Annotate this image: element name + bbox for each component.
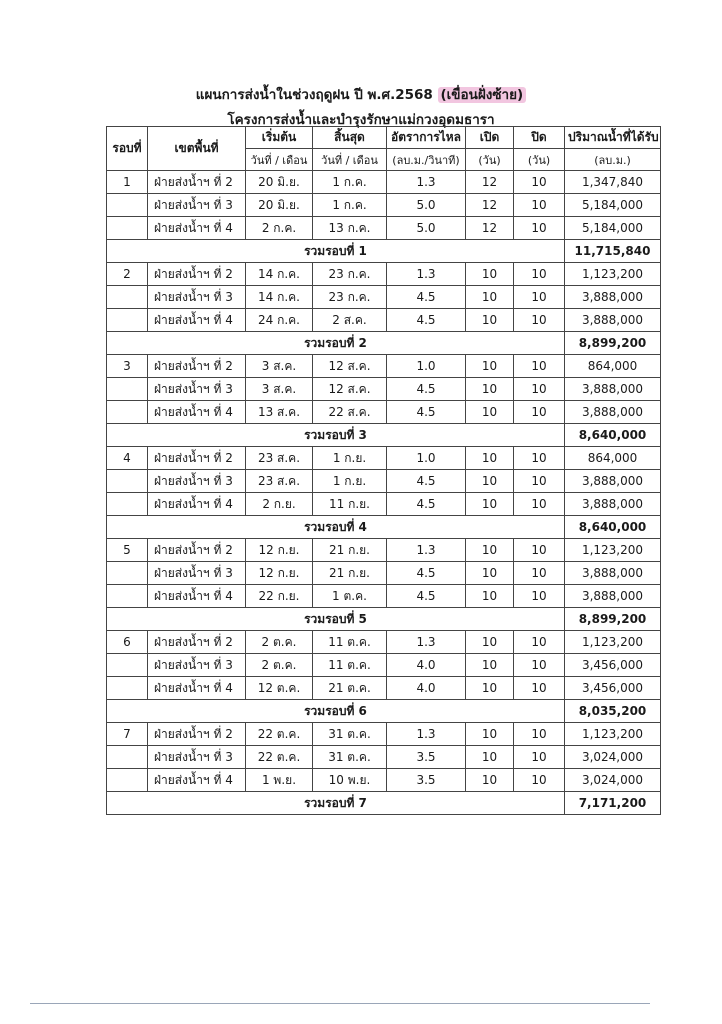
round-total-row [107, 700, 661, 723]
round-total-label: รวมรอบที่ 3 [107, 424, 565, 447]
table-row [107, 401, 661, 424]
open-cell: 10 [466, 493, 514, 516]
document-title [0, 83, 722, 105]
flow-cell: 1.0 [387, 355, 466, 378]
open-cell: 10 [466, 631, 514, 654]
header-end: สิ้นสุด [313, 127, 387, 149]
table-row [107, 585, 661, 608]
end-cell: 31 ต.ค. [313, 723, 387, 746]
start-cell: 3 ส.ค. [246, 355, 313, 378]
header-end-sub: วันที่ / เดือน [313, 149, 387, 171]
round-total-value: 8,899,200 [565, 608, 661, 631]
flow-cell: 4.5 [387, 562, 466, 585]
round-number-cell [107, 562, 148, 585]
end-cell: 1 ก.ย. [313, 447, 387, 470]
end-cell: 1 ก.ค. [313, 171, 387, 194]
volume-cell: 3,888,000 [565, 493, 661, 516]
start-cell: 14 ก.ค. [246, 286, 313, 309]
zone-cell: ฝ่ายส่งน้ำฯ ที่ 2 [148, 355, 246, 378]
end-cell: 1 ก.ค. [313, 194, 387, 217]
end-cell: 23 ก.ค. [313, 263, 387, 286]
round-number-cell: 5 [107, 539, 148, 562]
round-number-cell [107, 585, 148, 608]
volume-cell: 3,888,000 [565, 585, 661, 608]
flow-cell: 4.0 [387, 677, 466, 700]
zone-cell: ฝ่ายส่งน้ำฯ ที่ 3 [148, 562, 246, 585]
zone-cell: ฝ่ายส่งน้ำฯ ที่ 4 [148, 493, 246, 516]
end-cell: 21 ก.ย. [313, 539, 387, 562]
table-header [107, 127, 661, 171]
volume-cell: 3,888,000 [565, 401, 661, 424]
round-total-value: 8,640,000 [565, 424, 661, 447]
end-cell: 22 ส.ค. [313, 401, 387, 424]
table-row [107, 171, 661, 194]
zone-cell: ฝ่ายส่งน้ำฯ ที่ 3 [148, 286, 246, 309]
page-divider [30, 1003, 650, 1004]
volume-cell: 3,888,000 [565, 309, 661, 332]
round-total-row [107, 332, 661, 355]
header-start: เริ่มต้น [246, 127, 313, 149]
volume-cell: 3,024,000 [565, 746, 661, 769]
title-highlight: (เขื่อนฝั่งซ้าย) [438, 87, 527, 103]
open-cell: 10 [466, 746, 514, 769]
round-total-row [107, 240, 661, 263]
table-body [107, 171, 661, 815]
table-row [107, 677, 661, 700]
open-cell: 10 [466, 470, 514, 493]
flow-cell: 4.5 [387, 401, 466, 424]
zone-cell: ฝ่ายส่งน้ำฯ ที่ 2 [148, 539, 246, 562]
close-cell: 10 [514, 378, 565, 401]
open-cell: 12 [466, 217, 514, 240]
start-cell: 2 ก.ค. [246, 217, 313, 240]
flow-cell: 4.5 [387, 493, 466, 516]
round-number-cell [107, 194, 148, 217]
round-number-cell [107, 470, 148, 493]
start-cell: 23 ส.ค. [246, 447, 313, 470]
close-cell: 10 [514, 447, 565, 470]
end-cell: 2 ส.ค. [313, 309, 387, 332]
volume-cell: 5,184,000 [565, 217, 661, 240]
open-cell: 10 [466, 723, 514, 746]
round-total-label: รวมรอบที่ 6 [107, 700, 565, 723]
round-number-cell [107, 654, 148, 677]
open-cell: 10 [466, 401, 514, 424]
zone-cell: ฝ่ายส่งน้ำฯ ที่ 4 [148, 309, 246, 332]
flow-cell: 4.5 [387, 470, 466, 493]
volume-cell: 1,347,840 [565, 171, 661, 194]
zone-cell: ฝ่ายส่งน้ำฯ ที่ 3 [148, 470, 246, 493]
end-cell: 21 ต.ค. [313, 677, 387, 700]
start-cell: 14 ก.ค. [246, 263, 313, 286]
table-row [107, 217, 661, 240]
round-number-cell [107, 217, 148, 240]
round-total-row [107, 792, 661, 815]
header-start-sub: วันที่ / เดือน [246, 149, 313, 171]
end-cell: 13 ก.ค. [313, 217, 387, 240]
round-total-row [107, 516, 661, 539]
table-row [107, 654, 661, 677]
round-number-cell [107, 309, 148, 332]
zone-cell: ฝ่ายส่งน้ำฯ ที่ 4 [148, 401, 246, 424]
round-number-cell [107, 286, 148, 309]
round-number-cell [107, 746, 148, 769]
open-cell: 12 [466, 194, 514, 217]
volume-cell: 5,184,000 [565, 194, 661, 217]
close-cell: 10 [514, 355, 565, 378]
start-cell: 22 ก.ย. [246, 585, 313, 608]
open-cell: 10 [466, 562, 514, 585]
close-cell: 10 [514, 286, 565, 309]
round-number-cell [107, 769, 148, 792]
flow-cell: 5.0 [387, 194, 466, 217]
close-cell: 10 [514, 562, 565, 585]
open-cell: 10 [466, 654, 514, 677]
volume-cell: 1,123,200 [565, 539, 661, 562]
table-row [107, 286, 661, 309]
close-cell: 10 [514, 401, 565, 424]
end-cell: 11 ต.ค. [313, 631, 387, 654]
open-cell: 10 [466, 309, 514, 332]
close-cell: 10 [514, 746, 565, 769]
table-row [107, 631, 661, 654]
header-volume: ปริมาณน้ำที่ได้รับ [565, 127, 661, 149]
flow-cell: 4.5 [387, 309, 466, 332]
start-cell: 2 ต.ค. [246, 654, 313, 677]
volume-cell: 3,888,000 [565, 286, 661, 309]
title-main: แผนการส่งน้ำในช่วงฤดูฝน ปี พ.ศ.2568 [195, 87, 433, 103]
open-cell: 10 [466, 539, 514, 562]
zone-cell: ฝ่ายส่งน้ำฯ ที่ 4 [148, 217, 246, 240]
round-total-row [107, 608, 661, 631]
header-open-sub: (วัน) [466, 149, 514, 171]
flow-cell: 1.3 [387, 631, 466, 654]
volume-cell: 3,888,000 [565, 562, 661, 585]
start-cell: 22 ต.ค. [246, 746, 313, 769]
round-number-cell [107, 378, 148, 401]
start-cell: 24 ก.ค. [246, 309, 313, 332]
start-cell: 20 มิ.ย. [246, 171, 313, 194]
round-number-cell: 1 [107, 171, 148, 194]
open-cell: 10 [466, 263, 514, 286]
open-cell: 10 [466, 378, 514, 401]
close-cell: 10 [514, 769, 565, 792]
volume-cell: 3,456,000 [565, 677, 661, 700]
start-cell: 20 มิ.ย. [246, 194, 313, 217]
close-cell: 10 [514, 194, 565, 217]
round-total-value: 8,899,200 [565, 332, 661, 355]
round-number-cell [107, 401, 148, 424]
zone-cell: ฝ่ายส่งน้ำฯ ที่ 2 [148, 723, 246, 746]
open-cell: 10 [466, 286, 514, 309]
start-cell: 12 ต.ค. [246, 677, 313, 700]
close-cell: 10 [514, 654, 565, 677]
volume-cell: 864,000 [565, 355, 661, 378]
header-open: เปิด [466, 127, 514, 149]
close-cell: 10 [514, 677, 565, 700]
round-number-cell: 6 [107, 631, 148, 654]
start-cell: 23 ส.ค. [246, 470, 313, 493]
end-cell: 23 ก.ค. [313, 286, 387, 309]
volume-cell: 3,888,000 [565, 378, 661, 401]
header-zone: เขตพื้นที่ [148, 127, 246, 171]
end-cell: 21 ก.ย. [313, 562, 387, 585]
end-cell: 31 ต.ค. [313, 746, 387, 769]
round-number-cell: 2 [107, 263, 148, 286]
open-cell: 10 [466, 447, 514, 470]
flow-cell: 4.5 [387, 286, 466, 309]
start-cell: 13 ส.ค. [246, 401, 313, 424]
start-cell: 22 ต.ค. [246, 723, 313, 746]
flow-cell: 1.3 [387, 539, 466, 562]
zone-cell: ฝ่ายส่งน้ำฯ ที่ 2 [148, 171, 246, 194]
close-cell: 10 [514, 723, 565, 746]
volume-cell: 3,456,000 [565, 654, 661, 677]
round-total-value: 8,035,200 [565, 700, 661, 723]
volume-cell: 1,123,200 [565, 631, 661, 654]
round-total-value: 11,715,840 [565, 240, 661, 263]
zone-cell: ฝ่ายส่งน้ำฯ ที่ 4 [148, 677, 246, 700]
table-row [107, 355, 661, 378]
header-flow-sub: (ลบ.ม./วินาที) [387, 149, 466, 171]
end-cell: 11 ก.ย. [313, 493, 387, 516]
round-number-cell [107, 677, 148, 700]
close-cell: 10 [514, 585, 565, 608]
round-total-label: รวมรอบที่ 5 [107, 608, 565, 631]
table-row [107, 723, 661, 746]
start-cell: 12 ก.ย. [246, 539, 313, 562]
flow-cell: 4.0 [387, 654, 466, 677]
water-delivery-table [106, 126, 661, 815]
close-cell: 10 [514, 470, 565, 493]
round-total-label: รวมรอบที่ 7 [107, 792, 565, 815]
round-number-cell: 4 [107, 447, 148, 470]
table-row [107, 539, 661, 562]
start-cell: 2 ก.ย. [246, 493, 313, 516]
flow-cell: 3.5 [387, 769, 466, 792]
round-number-cell: 7 [107, 723, 148, 746]
zone-cell: ฝ่ายส่งน้ำฯ ที่ 4 [148, 769, 246, 792]
volume-cell: 3,024,000 [565, 769, 661, 792]
open-cell: 10 [466, 585, 514, 608]
table-row [107, 378, 661, 401]
flow-cell: 5.0 [387, 217, 466, 240]
close-cell: 10 [514, 631, 565, 654]
end-cell: 12 ส.ค. [313, 378, 387, 401]
header-round: รอบที่ [107, 127, 148, 171]
header-close-sub: (วัน) [514, 149, 565, 171]
header-close: ปิด [514, 127, 565, 149]
end-cell: 10 พ.ย. [313, 769, 387, 792]
end-cell: 12 ส.ค. [313, 355, 387, 378]
table-row [107, 470, 661, 493]
open-cell: 10 [466, 677, 514, 700]
table-row [107, 263, 661, 286]
table-row [107, 309, 661, 332]
close-cell: 10 [514, 309, 565, 332]
flow-cell: 4.5 [387, 378, 466, 401]
table-row [107, 493, 661, 516]
open-cell: 10 [466, 769, 514, 792]
table-row [107, 562, 661, 585]
start-cell: 12 ก.ย. [246, 562, 313, 585]
flow-cell: 4.5 [387, 585, 466, 608]
round-total-row [107, 424, 661, 447]
zone-cell: ฝ่ายส่งน้ำฯ ที่ 2 [148, 447, 246, 470]
volume-cell: 3,888,000 [565, 470, 661, 493]
header-volume-sub: (ลบ.ม.) [565, 149, 661, 171]
zone-cell: ฝ่ายส่งน้ำฯ ที่ 3 [148, 746, 246, 769]
document-subtitle: โครงการส่งน้ำและบำรุงรักษาแม่กวงอุดมธารา [227, 112, 495, 128]
open-cell: 10 [466, 355, 514, 378]
end-cell: 1 ต.ค. [313, 585, 387, 608]
zone-cell: ฝ่ายส่งน้ำฯ ที่ 3 [148, 654, 246, 677]
zone-cell: ฝ่ายส่งน้ำฯ ที่ 4 [148, 585, 246, 608]
volume-cell: 864,000 [565, 447, 661, 470]
close-cell: 10 [514, 217, 565, 240]
zone-cell: ฝ่ายส่งน้ำฯ ที่ 3 [148, 378, 246, 401]
close-cell: 10 [514, 493, 565, 516]
table-row [107, 447, 661, 470]
round-total-label: รวมรอบที่ 2 [107, 332, 565, 355]
open-cell: 12 [466, 171, 514, 194]
round-total-value: 7,171,200 [565, 792, 661, 815]
flow-cell: 1.3 [387, 171, 466, 194]
table-row [107, 769, 661, 792]
table-row [107, 746, 661, 769]
volume-cell: 1,123,200 [565, 263, 661, 286]
table-row [107, 194, 661, 217]
round-total-label: รวมรอบที่ 1 [107, 240, 565, 263]
round-number-cell: 3 [107, 355, 148, 378]
round-total-value: 8,640,000 [565, 516, 661, 539]
volume-cell: 1,123,200 [565, 723, 661, 746]
close-cell: 10 [514, 263, 565, 286]
start-cell: 3 ส.ค. [246, 378, 313, 401]
zone-cell: ฝ่ายส่งน้ำฯ ที่ 2 [148, 631, 246, 654]
close-cell: 10 [514, 539, 565, 562]
zone-cell: ฝ่ายส่งน้ำฯ ที่ 3 [148, 194, 246, 217]
start-cell: 2 ต.ค. [246, 631, 313, 654]
start-cell: 1 พ.ย. [246, 769, 313, 792]
end-cell: 1 ก.ย. [313, 470, 387, 493]
header-flow: อัตราการไหล [387, 127, 466, 149]
round-total-label: รวมรอบที่ 4 [107, 516, 565, 539]
flow-cell: 1.3 [387, 723, 466, 746]
end-cell: 11 ต.ค. [313, 654, 387, 677]
round-number-cell [107, 493, 148, 516]
close-cell: 10 [514, 171, 565, 194]
flow-cell: 3.5 [387, 746, 466, 769]
zone-cell: ฝ่ายส่งน้ำฯ ที่ 2 [148, 263, 246, 286]
flow-cell: 1.0 [387, 447, 466, 470]
flow-cell: 1.3 [387, 263, 466, 286]
